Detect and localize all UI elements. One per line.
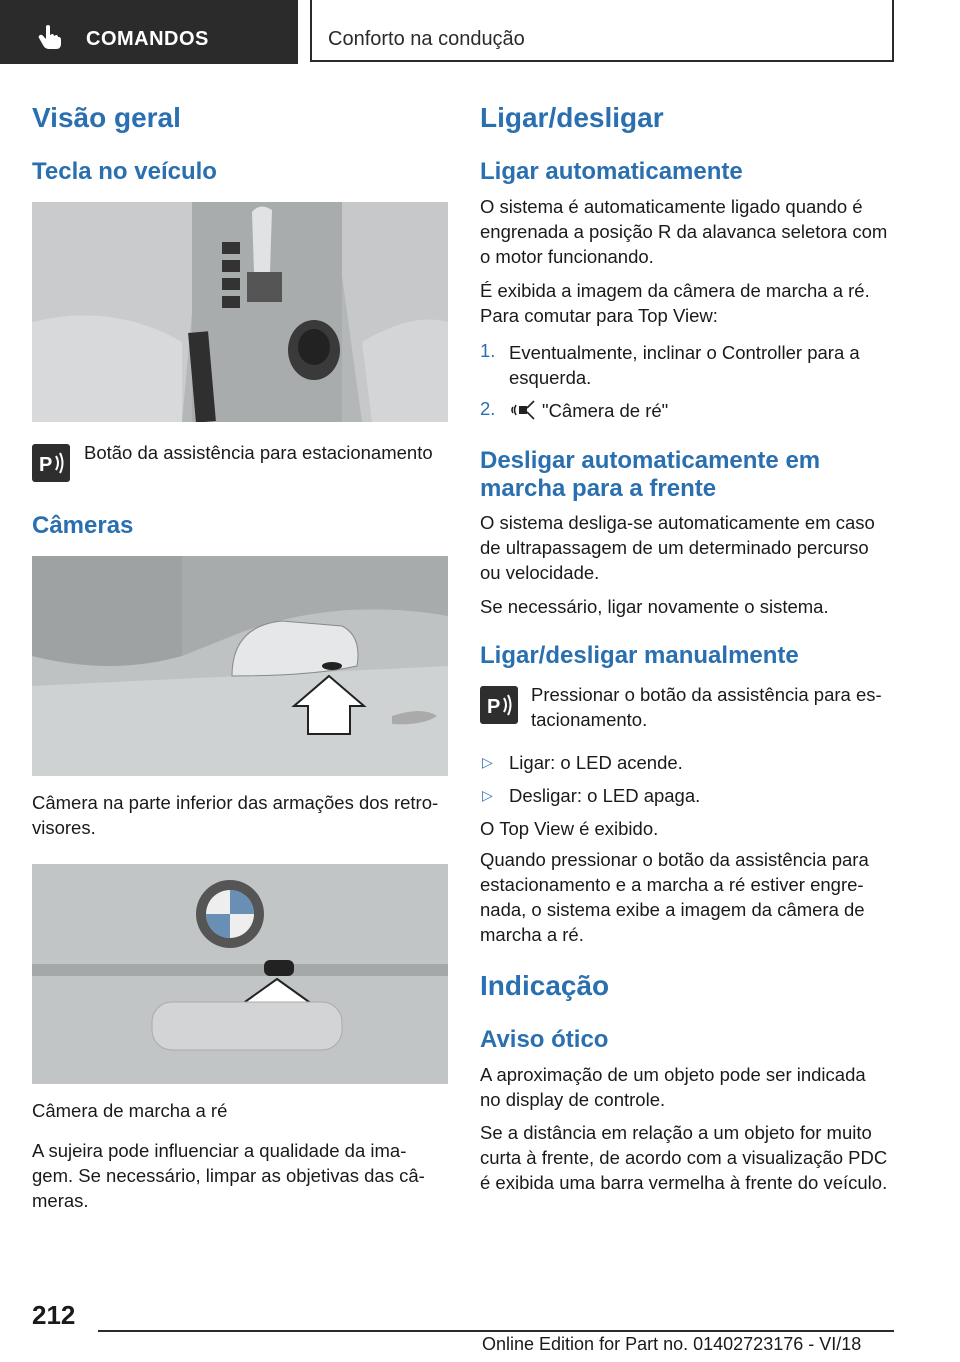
visual-line1: A aproximação de um objeto pode ser indicada bbox=[480, 1064, 866, 1085]
press-line3: nada, o sistema exibe a imagem da câmera de bbox=[480, 899, 865, 920]
footer-divider bbox=[98, 1330, 894, 1332]
visual-line4: curta à frente, de acordo com a visualização PDC bbox=[480, 1147, 888, 1168]
mirror-caption: Câmera na parte inferior das armações dos retro-visores. bbox=[32, 792, 439, 838]
triangle-bullet-icon: ▷ bbox=[482, 787, 493, 803]
heading-cameras: Câmeras bbox=[32, 512, 134, 539]
camera-button-icon bbox=[510, 399, 536, 421]
svg-text:P: P bbox=[487, 696, 501, 718]
edition-note: Online Edition for Part no. 01402723176 - VI/18 bbox=[482, 1334, 862, 1354]
press-line2: estacionamento e a marcha a ré estiver engre- bbox=[480, 874, 864, 895]
section-tab-label: COMANDOS bbox=[86, 28, 209, 50]
chapter-tab[interactable] bbox=[310, 0, 894, 62]
manual-line1: Pressionar o botão da assistência para es- bbox=[531, 684, 882, 705]
heading-auto-on: Ligar automaticamente bbox=[480, 158, 743, 185]
auto-off-line4: Se necessário, ligar novamente o sistema. bbox=[480, 596, 829, 617]
auto-on-line3: o motor funcionando. bbox=[480, 246, 654, 267]
heading-visual-warning: Aviso ótico bbox=[480, 1026, 609, 1053]
hand-pointer-icon bbox=[38, 24, 62, 50]
pdc-button-icon bbox=[32, 444, 70, 482]
auto-off-line1: O sistema desliga-se automaticamente em caso bbox=[480, 512, 875, 533]
bullet-on: Ligar: o LED acende. bbox=[509, 752, 683, 773]
heading-auto-off-line1: Desligar automaticamente em bbox=[480, 447, 821, 474]
mirror-photo bbox=[32, 556, 448, 776]
console-photo bbox=[32, 202, 448, 422]
dirt-note-line2: gem. Se necessário, limpar as objetivas das câ- bbox=[32, 1165, 425, 1186]
heading-manual: Ligar/desligar manualmente bbox=[480, 642, 799, 669]
auto-on-line1: O sistema é automaticamente ligado quando é bbox=[480, 196, 863, 217]
topview-text: O Top View é exibido. bbox=[480, 818, 659, 839]
step-number: 2. bbox=[480, 398, 496, 419]
heading-vehicle-button: Tecla no veículo bbox=[32, 158, 217, 185]
step-1-line1: Eventualmente, inclinar o Controller para a bbox=[509, 342, 860, 363]
dirt-note-line3: meras. bbox=[32, 1190, 89, 1211]
svg-text:P: P bbox=[39, 454, 53, 476]
step-number: 1. bbox=[480, 340, 496, 361]
rear-camera-caption: Câmera de marcha a ré bbox=[32, 1100, 228, 1121]
heading-indication: Indicação bbox=[480, 970, 610, 1001]
visual-line3: Se a distância em relação a um objeto for muito bbox=[480, 1122, 872, 1143]
visual-line2: no display de controle. bbox=[480, 1089, 666, 1110]
dirt-note-line1: A sujeira pode influenciar a qualidade da ima- bbox=[32, 1140, 407, 1161]
heading-overview: Visão geral bbox=[32, 102, 181, 133]
page-number: 212 bbox=[32, 1300, 76, 1330]
bullet-off: Desligar: o LED apaga. bbox=[509, 785, 701, 806]
button-caption: Botão da assistência para estacionamento bbox=[84, 442, 433, 463]
section-tab[interactable] bbox=[0, 0, 298, 64]
triangle-bullet-icon: ▷ bbox=[482, 754, 493, 770]
manual-line2: tacionamento. bbox=[531, 709, 648, 730]
press-line4: marcha a ré. bbox=[480, 924, 584, 945]
display-line2: Para comutar para Top View: bbox=[480, 305, 718, 326]
auto-off-line3: ou velocidade. bbox=[480, 562, 600, 583]
display-line1: É exibida a imagem da câmera de marcha a ré. bbox=[480, 280, 870, 301]
auto-off-line2: de ultrapassagem de um determinado percurso bbox=[480, 537, 869, 558]
pdc-button-icon bbox=[480, 686, 518, 724]
step-1-line2: esquerda. bbox=[509, 367, 592, 388]
visual-line5: é exibida uma barra vermelha à frente do veículo. bbox=[480, 1172, 888, 1193]
rear-camera-photo bbox=[32, 864, 448, 1084]
page-header bbox=[0, 0, 960, 66]
auto-on-line2: engrenada a posição R da alavanca seletora com bbox=[480, 221, 888, 242]
chapter-tab-label: Conforto na condução bbox=[328, 28, 525, 50]
step-2-text: "Câmera de ré" bbox=[542, 400, 669, 421]
press-line1: Quando pressionar o botão da assistência para bbox=[480, 849, 869, 870]
heading-auto-off-line2: marcha para a frente bbox=[480, 475, 717, 502]
heading-on-off: Ligar/desligar bbox=[480, 102, 664, 133]
